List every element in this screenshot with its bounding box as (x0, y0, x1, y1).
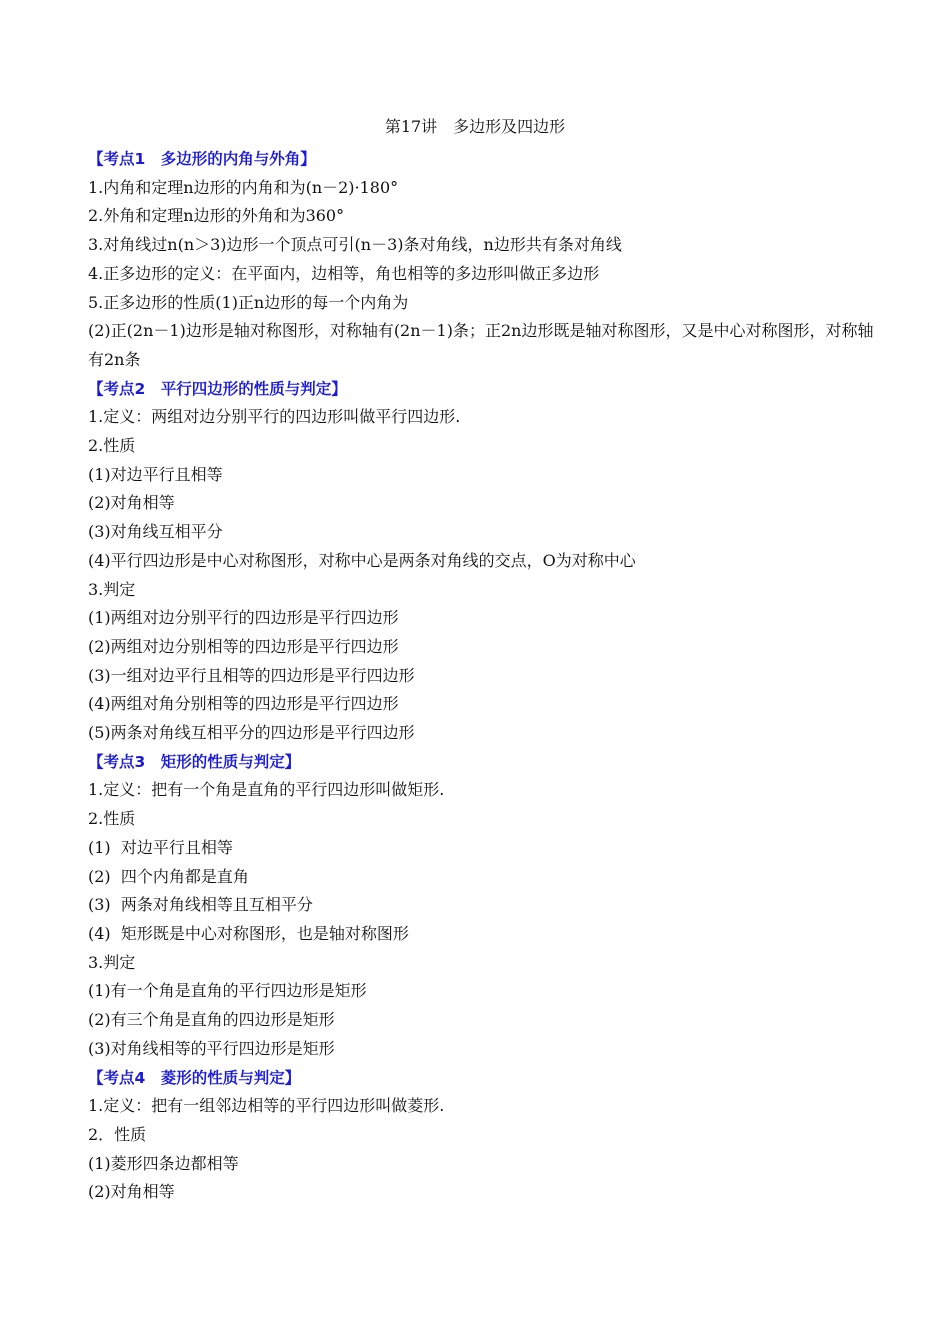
text-line: (4)两组对角分别相等的四边形是平行四边形 (88, 694, 399, 714)
text-line: (3)对角线相等的平行四边形是矩形 (88, 1038, 335, 1058)
text-line: (4) 矩形既是中心对称图形，也是轴对称图形 (88, 923, 409, 943)
text-line: 3.判定 (88, 952, 136, 972)
text-line: (2)两组对边分别相等的四边形是平行四边形 (88, 636, 399, 656)
text-line: (1)对边平行且相等 (88, 464, 223, 484)
text-line: (4)平行四边形是中心对称图形，对称中心是两条对角线的交点，O为对称中心 (88, 550, 636, 570)
text-line: 1.内角和定理n边形的内角和为(n－2)·180° (88, 177, 399, 197)
document-body (88, 145, 878, 1207)
text-line: (1)两组对边分别平行的四边形是平行四边形 (88, 608, 399, 628)
text-line: 5.正多边形的性质(1)正n边形的每一个内角为 (88, 292, 409, 312)
text-line: (1)有一个角是直角的平行四边形是矩形 (88, 981, 367, 1001)
page-title: 第17讲 多边形及四边形 (384, 117, 566, 136)
section-heading-polygon-angles: 【考点1 多边形的内角与外角】 (88, 150, 316, 168)
text-line: 2.性质 (88, 809, 136, 829)
text-paragraph: (2)正(2n－1)边形是轴对称图形，对称轴有(2n－1)条；正2n边形既是轴对称图形，又是中心对称图形，对称轴有2n条 (88, 321, 874, 369)
text-line: (2)对角相等 (88, 1182, 175, 1202)
text-line: 1.定义：两组对边分别平行的四边形叫做平行四边形. (88, 407, 461, 427)
section-heading-parallelogram: 【考点2 平行四边形的性质与判定】 (88, 379, 347, 398)
text-line: 3.对角线过n(n＞3)边形一个顶点可引(n－3)条对角线，n边形共有条对角线 (88, 235, 622, 255)
text-line: 2.性质 (88, 436, 136, 456)
text-line: (1)菱形四条边都相等 (88, 1153, 239, 1173)
text-line: (3) 两条对角线相等且互相平分 (88, 895, 313, 915)
section-heading-rectangle: 【考点3 矩形的性质与判定】 (88, 752, 301, 771)
text-line: (2) 四个内角都是直角 (88, 866, 249, 886)
text-line: 2．性质 (88, 1124, 147, 1144)
text-line: 1.定义：把有一个角是直角的平行四边形叫做矩形. (88, 780, 445, 800)
text-line: (2)对角相等 (88, 493, 175, 513)
text-line: 3.判定 (88, 579, 136, 599)
text-line: (2)有三个角是直角的四边形是矩形 (88, 1010, 335, 1030)
text-line: 2.外角和定理n边形的外角和为360° (88, 206, 345, 226)
text-line: (5)两条对角线互相平分的四边形是平行四边形 (88, 723, 415, 743)
text-line: (3)对角线互相平分 (88, 522, 223, 542)
text-line: (3)一组对边平行且相等的四边形是平行四边形 (88, 665, 415, 685)
section-heading-rhombus: 【考点4 菱形的性质与判定】 (88, 1068, 301, 1087)
text-line: (1) 对边平行且相等 (88, 837, 233, 857)
text-line: 1.定义：把有一组邻边相等的平行四边形叫做菱形. (88, 1096, 445, 1116)
text-line: 4.正多边形的定义：在平面内，边相等，角也相等的多边形叫做正多边形 (88, 263, 600, 283)
